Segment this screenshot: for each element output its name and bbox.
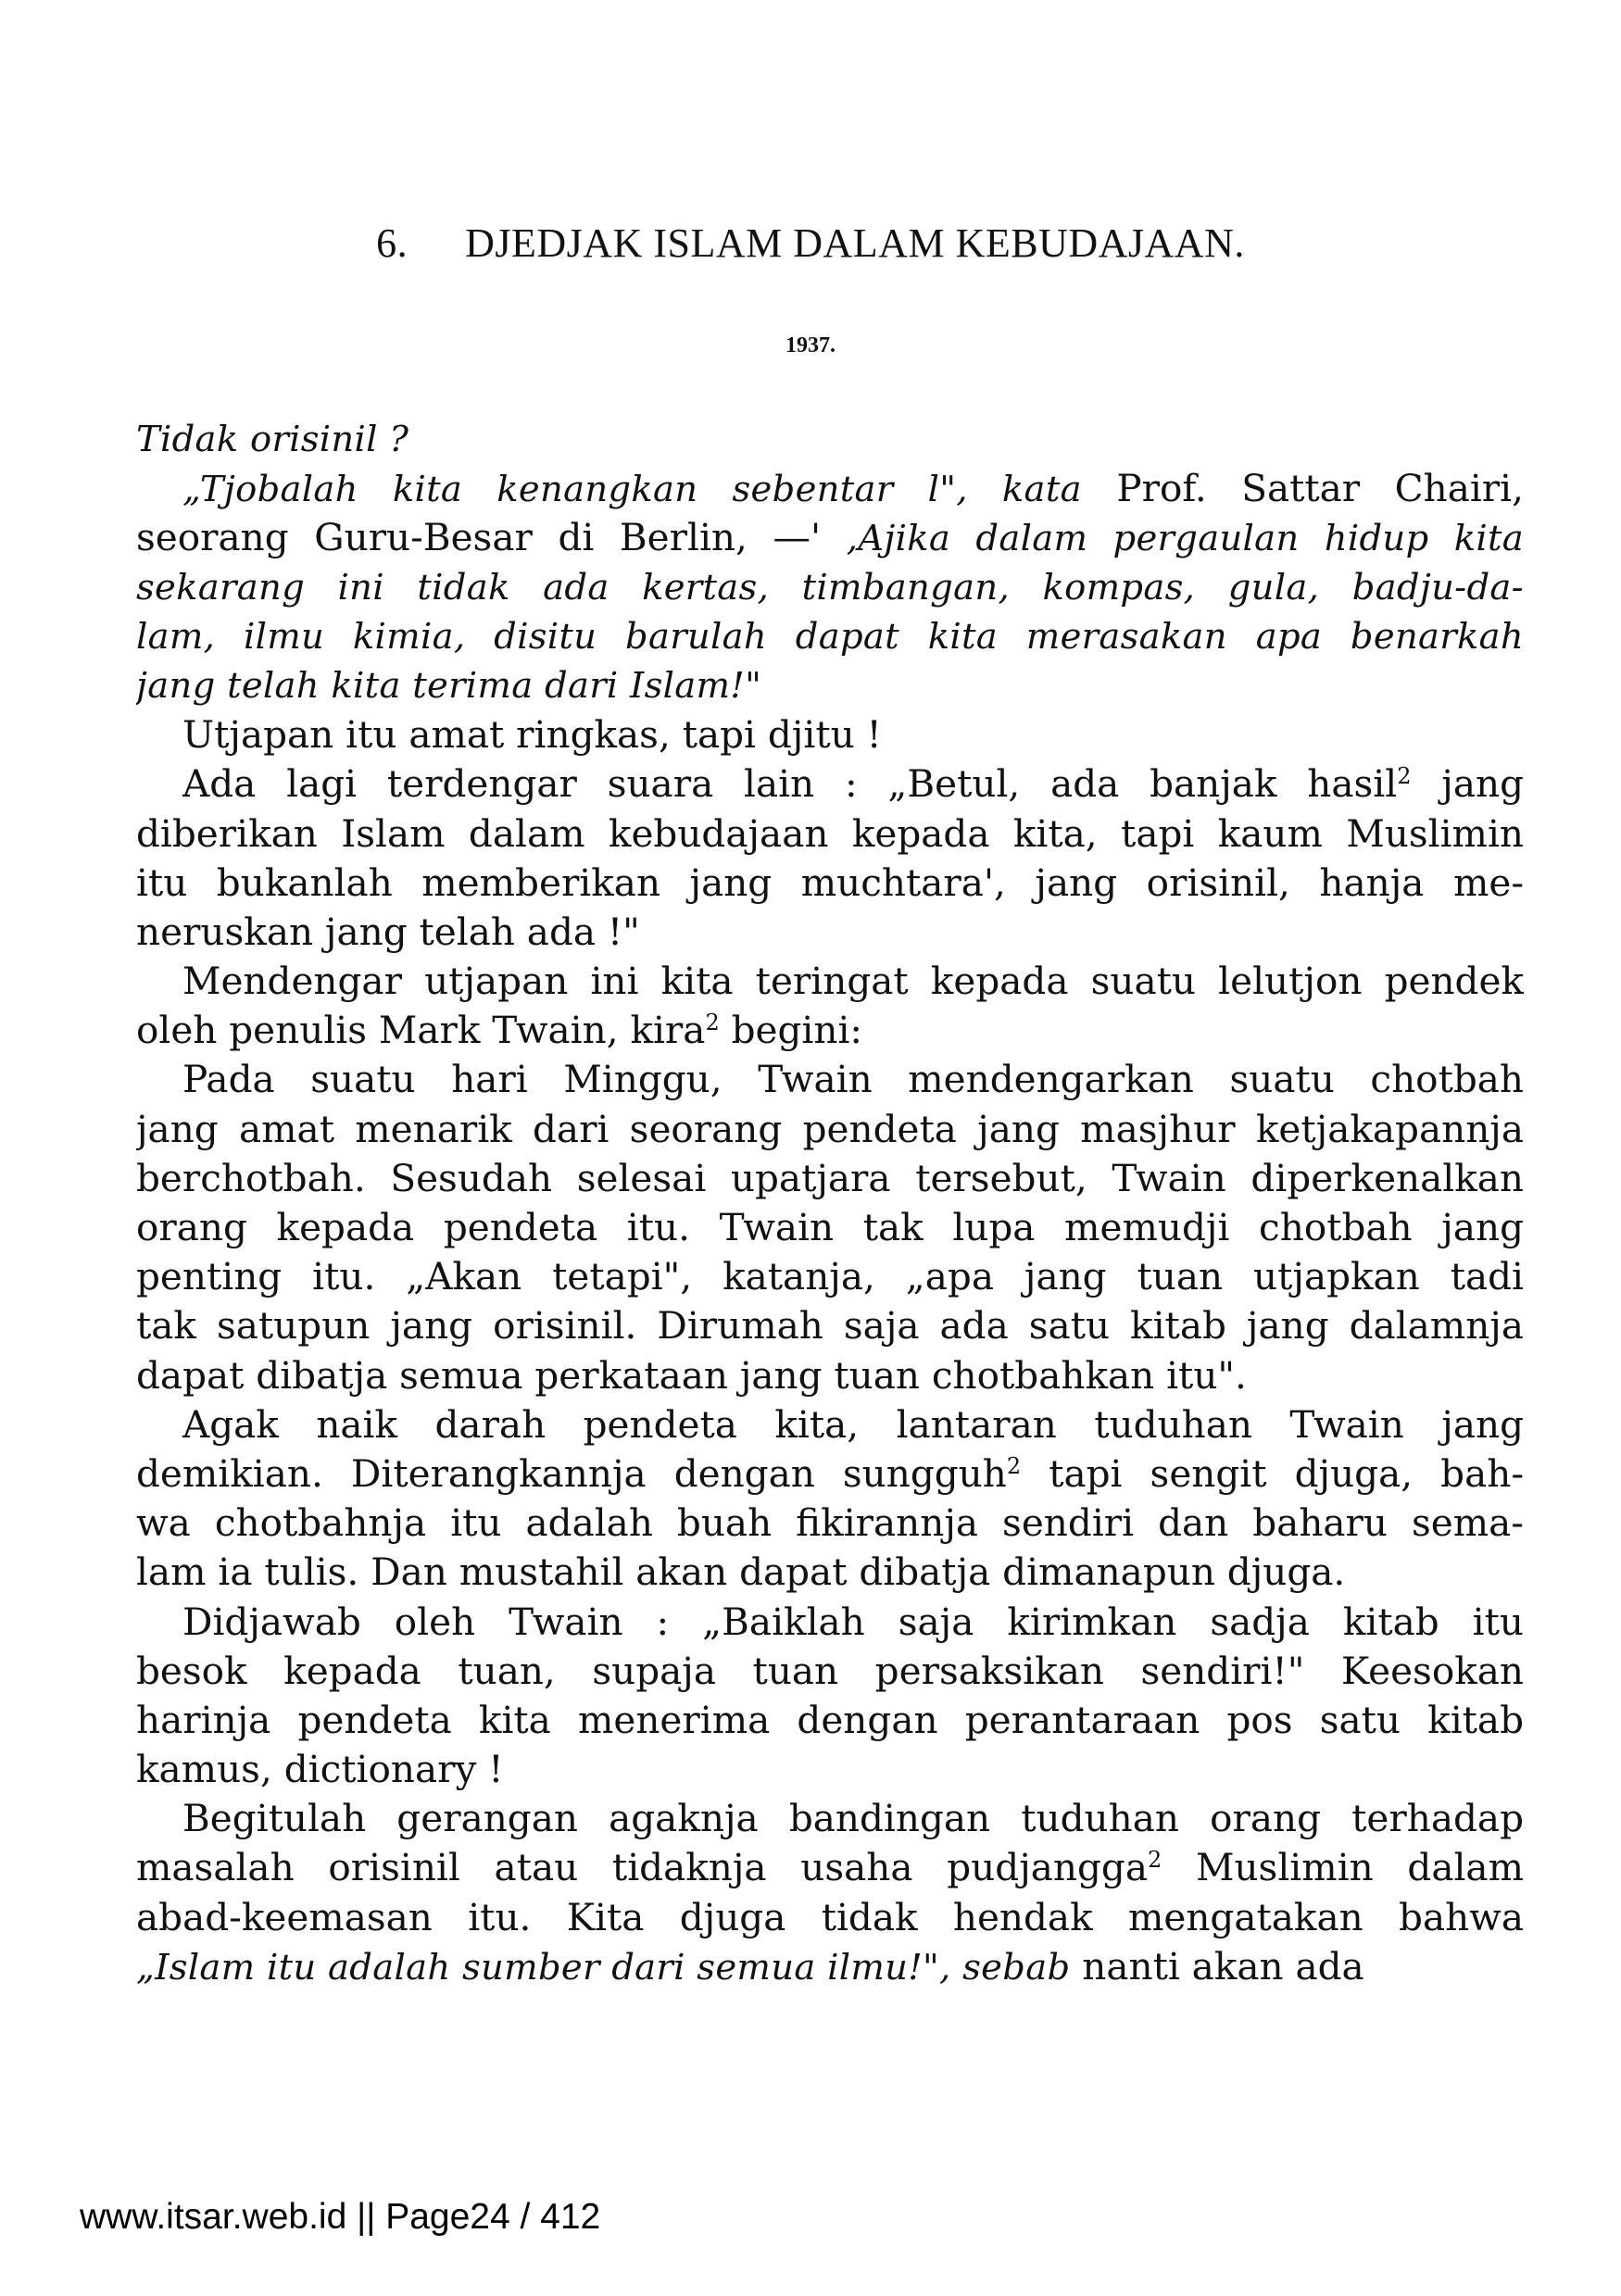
paragraph-line: Mendengar utjapan ini kita teringat kepada suatu lelutjon pendek [182,959,1524,1004]
chapter-number: 6. [376,220,408,266]
paragraph-line: „Islam itu adalah sumber dari semua ilmu!", sebab nanti akan ada [136,1943,1364,1989]
paragraph-line: kamus, dictionary ! [136,1747,504,1792]
paragraph-line: Agak naik darah pendeta kita, lantaran tuduhan Twain jang [182,1401,1524,1447]
chapter-year: 1937. [785,333,836,358]
paragraph-line: tak satupun jang orisinil. Dirumah saja ada satu kitab jang dalamnja [136,1303,1524,1349]
paragraph-line: itu bukanlah memberikan jang muchtara', jang orisinil, hanja me- [136,859,1524,905]
paragraph-line: Ada lagi terdengar suara lain : „Betul, ada banjak hasil$^2$ jang [182,761,1524,807]
paragraph-line: sekarang ini tidak ada kertas, timbangan, kompas, gula, badju-da- [136,566,1524,609]
paragraph-line: Didjawab oleh Twain : „Baiklah saja kirimkan sadja kitab itu [182,1599,1524,1644]
paragraph-line: Pada suatu hari Minggu, Twain mendengarkan suatu chotbah [182,1057,1524,1102]
paragraph-line: lam ia tulis. Dan mustahil akan dapat dibatja dimanapun djuga. [136,1549,1346,1595]
paragraph-line: penting itu. „Akan tetapi", katanja, „apa jang tuan utjapkan tadi [136,1254,1524,1299]
subheading: Tidak orisinil ? [136,419,409,460]
paragraph-line: demikian. Diterangkannja dengan sungguh$^2$ tapi sengit djuga, bah- [136,1450,1524,1496]
paragraph-line: wa chotbahnja itu adalah buah fikirannja sendiri dan baharu sema- [136,1500,1524,1546]
paragraph-line: seorang Guru-Besar di Berlin, —' ,Ajika dalam pergaulan hidup kita [136,515,1524,560]
paragraph-line: diberikan Islam dalam kebudajaan kepada kita, tapi kaum Muslimin [136,810,1524,856]
page-footer: www.itsar.web.id || Page24 / 412 [80,2197,601,2237]
paragraph-line: harinja pendeta kita menerima dengan perantaraan pos satu kitab [136,1697,1524,1742]
paragraph-line: berchotbah. Sesudah selesai upatjara tersebut, Twain diperkenalkan [136,1155,1524,1200]
paragraph-line: jang amat menarik dari seorang pendeta jang masjhur ketjakapannja [136,1106,1524,1151]
paragraph-line: „Tjobalah kita kenangkan sebentar l", kata Prof. Sattar Chairi, [182,466,1524,511]
body-text [136,415,1524,1991]
paragraph-line: besok kepada tuan, supaja tuan persaksikan sendiri!" Keesokan [136,1648,1524,1693]
paragraph-line: masalah orisinil atau tidaknja usaha pudjangga$^2$ Muslimin dalam [136,1845,1524,1890]
paragraph-line: orang kepada pendeta itu. Twain tak lupa memudji chotbah jang [136,1205,1524,1249]
paragraph-line: oleh penulis Mark Twain, kira$^2$ begini: [136,1008,863,1053]
paragraph-line: neruskan jang telah ada !" [136,909,640,954]
paragraph-line: Begitulah gerangan agaknja bandingan tuduhan orang terhadap [182,1796,1524,1841]
paragraph-line: dapat dibatja semua perkataan jang tuan chotbahkan itu". [136,1352,1247,1398]
chapter-title-text: DJEDJAK ISLAM DALAM KEBUDAJAAN. [465,220,1245,266]
paragraph-line: lam, ilmu kimia, disitu barulah dapat kita merasakan apa benarkah [136,615,1524,658]
paragraph-line: abad-keemasan itu. Kita djuga tidak hendak mengatakan bahwa [136,1894,1524,1939]
paragraph-line: Utjapan itu amat ringkas, tapi djitu ! [182,712,882,758]
paragraph-line: jang telah kita terima dari Islam!" [136,664,762,707]
chapter-title [0,216,1621,290]
